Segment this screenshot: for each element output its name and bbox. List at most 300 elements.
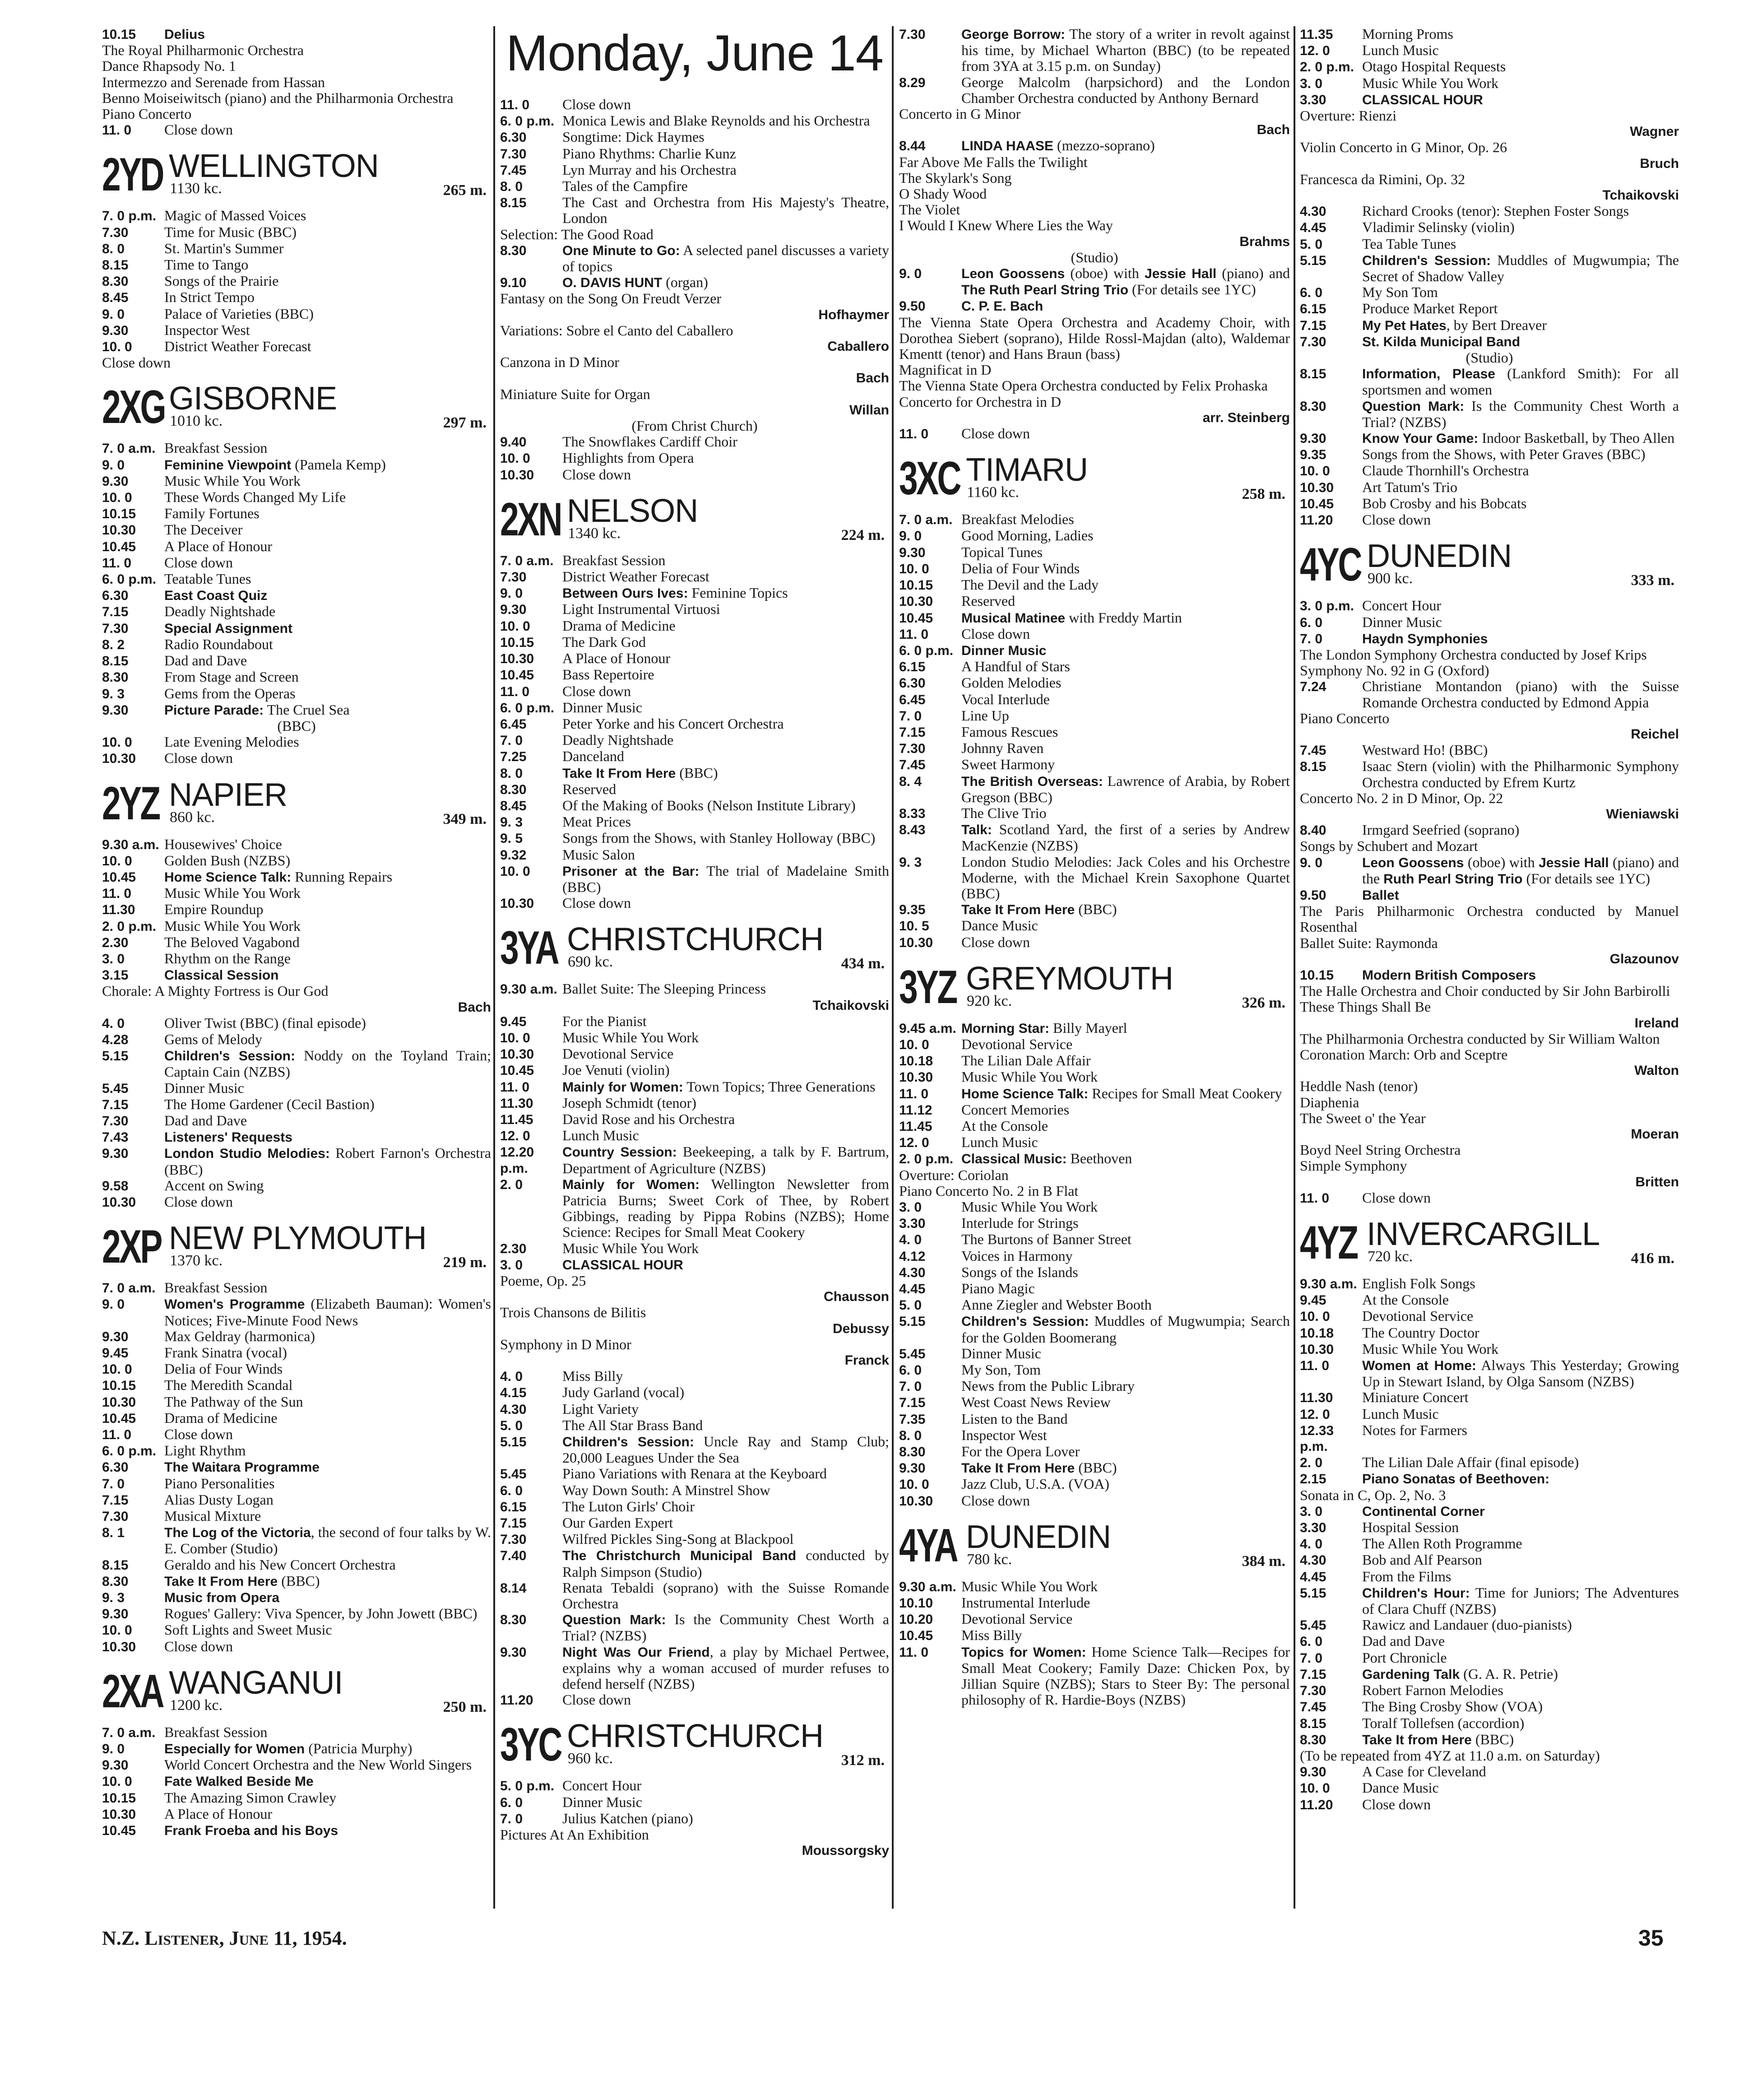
programme-highlight: Musical Matinee: [961, 610, 1066, 626]
entry-detail: Piano Concerto No. 2 in B Flat: [899, 1182, 1079, 1199]
entry-time: 10.30: [500, 1047, 534, 1062]
station-wavelength: 416 m.: [1631, 1250, 1674, 1267]
schedule-entry: [1300, 1406, 1679, 1422]
schedule-entry: [102, 571, 491, 587]
schedule-entry: [500, 748, 889, 765]
listings-column-1: [102, 26, 491, 1918]
entry-programme: Dinner Music: [961, 1345, 1041, 1361]
schedule-entry: [899, 1134, 1290, 1151]
station-city: GISBORNE: [169, 381, 337, 417]
schedule-entry: [500, 1417, 889, 1434]
entry-detail: Concerto in G Minor: [899, 106, 1021, 122]
entry-programme: Light Variety: [562, 1400, 639, 1417]
entry-programme: Voices in Harmony: [961, 1247, 1073, 1264]
station-frequency: 1160 kc.: [967, 484, 1019, 501]
station-wavelength: 258 m.: [1242, 486, 1285, 503]
entry-programme: Miss Billy: [562, 1368, 623, 1385]
entry-programme: The All Star Brass Band: [562, 1417, 703, 1433]
entry-programme: These Words Changed My Life: [164, 489, 346, 506]
programme-highlight: Know Your Game:: [1362, 431, 1479, 446]
entry-programme: Take It From Here (BBC): [961, 1459, 1117, 1476]
schedule-entry: [500, 798, 889, 814]
schedule-entry: [899, 1313, 1290, 1345]
schedule-entry: [102, 853, 491, 869]
entry-programme: Close down: [164, 1426, 233, 1443]
entry-time: 10.30: [102, 1394, 136, 1410]
schedule-entry: [1300, 75, 1679, 92]
entry-detail: Francesca da Rimini, Op. 32: [1300, 171, 1465, 187]
entry-programme: Joseph Schmidt (tenor): [562, 1094, 696, 1111]
schedule-entry: [102, 686, 491, 702]
entry-time: 10.15: [102, 506, 136, 522]
entry-time: 9.30: [102, 1329, 129, 1344]
station-wavelength: 434 m.: [841, 955, 885, 972]
schedule-entry: [102, 1377, 491, 1394]
entry-time: 7.15: [102, 1492, 129, 1508]
entry-time: 7. 0 a.m.: [102, 1725, 156, 1740]
schedule-entry: [102, 1178, 491, 1194]
schedule-entry: [500, 1499, 889, 1515]
programme-highlight: Modern British Composers: [1362, 967, 1536, 983]
column-rule: [892, 26, 894, 1909]
schedule-entry: [1300, 1666, 1679, 1682]
programme-highlight: Feminine Viewpoint: [164, 457, 292, 473]
schedule-entry: [899, 1264, 1290, 1281]
entry-time: 5.15: [102, 1049, 129, 1064]
schedule-entry: [899, 1248, 1290, 1264]
programme-highlight: Especially for Women: [164, 1742, 305, 1757]
schedule-entry: [899, 822, 1290, 854]
entry-detail: The London Symphony Orchestra conducted by Josef Krips: [1300, 646, 1647, 663]
entry-detail: Symphony No. 92 in G (Oxford): [1300, 662, 1489, 679]
composer-name: Tchaikovski: [812, 998, 889, 1013]
entry-programme: Close down: [562, 895, 631, 911]
entry-detail: Variations: Sobre el Canto del Caballero: [500, 322, 733, 339]
entry-time: 7. 0: [1300, 1650, 1323, 1666]
schedule-entry: [899, 757, 1290, 773]
programme-highlight: Piano Sonatas of Beethoven:: [1362, 1472, 1550, 1487]
entry-programme: Hospital Session: [1362, 1519, 1459, 1536]
entry-time: 8.33: [899, 806, 926, 821]
entry-detail: Trois Chansons de Bilitis: [500, 1304, 646, 1321]
entry-time: 10.30: [1300, 480, 1334, 495]
entry-programme: [164, 1589, 491, 1606]
entry-time: 10.15: [500, 635, 534, 650]
schedule-entry: [500, 97, 889, 113]
programme-highlight: Dinner Music: [961, 643, 1047, 658]
composer-name: Bach: [1257, 122, 1290, 138]
entry-time: 9. 3: [500, 815, 523, 830]
station-city: DUNEDIN: [966, 1519, 1111, 1555]
entry-time: 9.30: [102, 1607, 129, 1622]
schedule-entry: [102, 1741, 491, 1757]
schedule-entry: [899, 740, 1290, 757]
entry-programme: Light Instrumental Virtuosi: [562, 601, 720, 618]
programme-highlight: Special Assignment: [164, 621, 292, 636]
entry-time: 7. 0: [899, 1379, 922, 1394]
station-call-sign: 4YZ: [1300, 1217, 1357, 1269]
schedule-entry: [899, 1493, 1290, 1509]
programme-highlight: The Ruth Pearl String Trio: [961, 283, 1129, 298]
entry-programme: Teatable Tunes: [164, 571, 251, 587]
entry-time: 4. 0: [500, 1369, 523, 1385]
schedule-entry: [500, 1030, 889, 1046]
programme-highlight: Night Was Our Friend: [562, 1645, 710, 1660]
schedule-entry: [899, 659, 1290, 675]
entry-time: 8. 1: [102, 1525, 125, 1541]
schedule-entry: [500, 1644, 889, 1692]
entry-time: 8.15: [102, 1557, 129, 1573]
programme-highlight: Home Science Talk:: [961, 1086, 1089, 1101]
entry-time: 9.30 a.m.: [500, 982, 557, 997]
schedule-entry: [102, 901, 491, 918]
entry-time: 2. 0: [500, 1177, 523, 1192]
schedule-entry: [1300, 1633, 1679, 1649]
schedule-entry: [899, 1394, 1290, 1411]
entry-time: 6. 0: [1300, 615, 1323, 630]
entry-time: 10.30: [500, 467, 534, 483]
entry-programme: George Malcolm (harpsichord) and the London Chamber Orchestra conducted by Anthony Bernard: [961, 74, 1290, 106]
entry-time: 3.15: [102, 968, 129, 983]
schedule-entry: [102, 306, 491, 322]
entry-time: 3. 0: [899, 1200, 922, 1215]
programme-highlight: Question Mark:: [562, 1612, 666, 1628]
entry-time: 9. 0: [500, 586, 523, 601]
entry-time: 5.15: [899, 1314, 926, 1329]
entry-time: 9.30: [102, 1758, 129, 1773]
entry-time: 9.50: [899, 299, 926, 314]
schedule-entry: [102, 637, 491, 653]
entry-programme: Topical Tunes: [961, 544, 1043, 560]
entry-time: 2. 0 p.m.: [899, 1152, 954, 1167]
entry-time: 10. 0: [500, 451, 530, 466]
schedule-entry: [899, 544, 1290, 561]
station-city: GREYMOUTH: [966, 960, 1173, 997]
schedule-entry: [500, 1079, 889, 1095]
schedule-entry: [1300, 1454, 1679, 1471]
entry-time: 11. 0: [500, 684, 530, 699]
schedule-entry: [102, 1096, 491, 1113]
entry-programme: Rogues' Gallery: Viva Spencer, by John Jowett (BBC): [164, 1605, 478, 1622]
entry-programme: Palace of Varieties (BBC): [164, 305, 314, 322]
schedule-entry: [102, 1194, 491, 1210]
entry-time: 12. 0: [1300, 1407, 1330, 1422]
schedule-entry: [899, 1378, 1290, 1394]
schedule-entry: [1300, 252, 1679, 284]
entry-time: 2. 0: [1300, 1455, 1323, 1471]
entry-time: 4.30: [500, 1402, 527, 1417]
entry-time: 9.45: [102, 1346, 129, 1361]
programme-highlight: Women's Programme: [164, 1297, 305, 1312]
entry-programme: Westward Ho! (BBC): [1362, 742, 1488, 758]
entry-time: 7.45: [1300, 743, 1326, 758]
schedule-entry: [899, 854, 1290, 902]
entry-detail: Piano Concerto: [1300, 710, 1390, 726]
schedule-entry: [1300, 1325, 1679, 1341]
programme-highlight: Classical Music:: [961, 1152, 1067, 1167]
entry-time: 7. 0: [1300, 631, 1323, 646]
entry-programme: LINDA HAASE (mezzo-soprano): [961, 137, 1155, 154]
entry-time: 7.30: [102, 621, 129, 636]
schedule-entry: [1300, 463, 1679, 479]
schedule-entry: [899, 1611, 1290, 1627]
entry-time: 11.30: [102, 902, 135, 918]
entry-programme: Renata Tebaldi (soprano) with the Suisse Romande Orchestra: [562, 1579, 889, 1612]
composer-name: Bach: [458, 999, 491, 1015]
schedule-entry: [1300, 598, 1679, 614]
entry-time: 9.30: [1300, 1765, 1326, 1780]
schedule-entry: [899, 1411, 1290, 1427]
entry-programme: Breakfast Session: [164, 1279, 268, 1296]
entry-time: 10.15: [102, 1790, 136, 1806]
entry-programme: For the Opera Lover: [961, 1443, 1080, 1460]
schedule-entry: [500, 765, 889, 781]
schedule-entry: [899, 1362, 1290, 1378]
schedule-entry: [1300, 317, 1679, 334]
entry-programme: A Handful of Stars: [961, 658, 1070, 675]
schedule-entry: [102, 1015, 491, 1031]
entry-time: 8.44: [899, 139, 926, 154]
schedule-entry: [102, 1361, 491, 1377]
entry-programme: [1362, 631, 1679, 647]
programme-highlight: Children's Session:: [562, 1435, 694, 1450]
entry-programme: George Borrow: The story of a writer in revolt against his time, by Michael Wharton (BBC) (to be repeated from 3YA at 3.15 p.m. on Sunday): [961, 26, 1290, 74]
schedule-entry: [899, 1053, 1290, 1069]
schedule-entry: [102, 1459, 491, 1475]
entry-time: 6.45: [500, 716, 527, 732]
programme-highlight: C. P. E. Bach: [961, 299, 1043, 314]
programme-highlight: Children's Session:: [1362, 253, 1491, 268]
entry-programme: Women's Programme (Elizabeth Bauman): Women's Notices; Five-Minute Food News: [164, 1296, 491, 1329]
entry-detail: Miniature Suite for Organ: [500, 386, 650, 402]
schedule-entry: [102, 1476, 491, 1492]
station-header: [102, 1665, 491, 1721]
entry-programme: Dad and Dave: [164, 1112, 247, 1129]
entry-time: 6.30: [899, 676, 926, 691]
entry-time: 7.15: [1300, 318, 1326, 333]
schedule-entry: [500, 716, 889, 732]
schedule-entry: [899, 610, 1290, 626]
station-wavelength: 297 m.: [443, 414, 487, 432]
entry-programme: Drama of Medicine: [562, 617, 676, 634]
entry-programme: At the Console: [961, 1117, 1048, 1134]
schedule-entry: [500, 195, 889, 226]
entry-detail: O Shady Wood: [899, 186, 987, 202]
station-frequency: 860 kc.: [170, 808, 215, 826]
station-wavelength: 250 m.: [443, 1698, 487, 1715]
entry-programme: Piano Personalities: [164, 1475, 275, 1491]
schedule-entry: [899, 298, 1290, 314]
entry-programme: Songs of the Prairie: [164, 273, 279, 289]
entry-time: 5.45: [1300, 1618, 1326, 1633]
entry-programme: Devotional Service: [562, 1045, 674, 1062]
entry-time: 10.15: [899, 578, 933, 593]
entry-time: 7. 0: [899, 708, 922, 724]
schedule-entry: [1300, 1585, 1679, 1617]
schedule-entry: [500, 618, 889, 634]
station-frequency: 960 kc.: [568, 1750, 613, 1767]
entry-time: 11. 0: [102, 555, 132, 571]
programme-highlight: O. DAVIS HUNT: [562, 275, 663, 291]
station-call-sign: 2YZ: [102, 777, 159, 830]
station-call-sign: 2XN: [500, 493, 561, 546]
station-header: [1300, 538, 1679, 594]
entry-programme: The Beloved Vagabond: [164, 934, 300, 950]
entry-time: 8.45: [102, 290, 129, 306]
programme-highlight: CLASSICAL HOUR: [562, 1257, 683, 1273]
schedule-entry: [500, 634, 889, 650]
schedule-entry: [500, 113, 889, 129]
schedule-entry: [500, 667, 889, 683]
schedule-entry: [102, 322, 491, 339]
schedule-entry: [102, 702, 491, 718]
entry-programme: Question Mark: Is the Community Chest Worth a Trial? (NZBS): [1362, 397, 1679, 430]
entry-time: 6. 0 p.m.: [500, 700, 555, 715]
schedule-entry: [899, 708, 1290, 724]
entry-programme: The Home Gardener (Cecil Bastion): [164, 1096, 375, 1112]
entry-programme: Late Evening Melodies: [164, 734, 299, 750]
schedule-entry: [1300, 1422, 1679, 1454]
entry-programme: [164, 26, 491, 42]
schedule-entry: [102, 1280, 491, 1296]
station-city: NELSON: [567, 492, 698, 529]
entry-time: 11. 0: [500, 98, 530, 112]
entry-programme: Dinner Music: [1362, 613, 1442, 630]
schedule-entry: [1300, 1552, 1679, 1568]
entry-time: 9.30 a.m.: [1300, 1277, 1357, 1292]
schedule-entry: [500, 1811, 889, 1827]
entry-time: 10.30: [102, 1807, 136, 1822]
schedule-entry: [1300, 430, 1679, 446]
entry-time: 4.30: [1300, 204, 1326, 219]
schedule-entry: [899, 1476, 1290, 1492]
entry-programme: News from the Public Library: [961, 1378, 1135, 1394]
entry-time: 6.45: [899, 692, 926, 707]
entry-programme: London Studio Melodies: Jack Coles and his Orchestre Moderne, with the Michael Krein Saxophone Quartet (BBC): [961, 853, 1290, 901]
entry-time: 8.30: [1300, 399, 1326, 414]
entry-programme: Especially for Women (Patricia Murphy): [164, 1740, 413, 1757]
schedule-entry: [102, 1113, 491, 1129]
entry-time: 6.30: [102, 1460, 129, 1475]
schedule-entry: [1300, 967, 1679, 983]
programme-highlight: Mainly for Women:: [562, 1177, 700, 1192]
schedule-entry: [1300, 1715, 1679, 1732]
entry-time: 8. 0: [500, 766, 523, 781]
entry-time: 10.30: [899, 1070, 933, 1085]
schedule-entry: [1300, 236, 1679, 252]
entry-programme: Talk: Scotland Yard, the first of a series by Andrew MacKenzie (NZBS): [961, 821, 1290, 854]
schedule-entry: [500, 1368, 889, 1385]
entry-time: 6.15: [899, 660, 926, 675]
entry-time: 12.20 p.m.: [500, 1145, 534, 1176]
schedule-entry: [500, 1144, 889, 1176]
entry-programme: The Dark God: [562, 633, 646, 650]
entry-time: 7. 0 a.m.: [500, 553, 554, 568]
entry-detail: The Halle Orchestra and Choir conducted by Sir John Barbirolli: [1300, 983, 1670, 999]
schedule-entry: [500, 553, 889, 569]
entry-programme: Piano Variations with Renara at the Keyboard: [562, 1465, 827, 1482]
entry-programme: [164, 620, 491, 637]
entry-time: 8.30: [899, 1445, 926, 1460]
entry-programme: Question Mark: Is the Community Chest Worth a Trial? (NZBS): [562, 1611, 889, 1644]
entry-programme: Johnny Raven: [961, 740, 1044, 757]
entry-time: 11. 0: [899, 427, 929, 442]
entry-time: 10. 0: [102, 1623, 132, 1638]
station-city: WELLINGTON: [169, 148, 379, 185]
entry-time: 10.30: [899, 594, 933, 609]
entry-programme: English Folk Songs: [1362, 1275, 1475, 1292]
entry-detail: Songs by Schubert and Mozart: [1300, 838, 1478, 855]
entry-time: 8.30: [102, 670, 129, 685]
schedule-entry: [102, 1639, 491, 1655]
entry-programme: Songs from the Shows, with Stanley Holloway (BBC): [562, 830, 876, 846]
schedule-entry: [1300, 1764, 1679, 1780]
composer-name: arr. Steinberg: [1202, 410, 1290, 425]
entry-programme: Piano Rhythms: Charlie Kunz: [562, 145, 736, 162]
schedule-entry: [899, 74, 1290, 106]
entry-detail: The Skylark's Song: [899, 169, 1012, 186]
entry-programme: Empire Roundup: [164, 901, 264, 918]
schedule-entry: [102, 1426, 491, 1443]
entry-time: 11.20: [500, 1693, 533, 1708]
entry-programme: Wilfred Pickles Sing-Song at Blackpool: [562, 1531, 794, 1547]
entry-time: 8.15: [1300, 1716, 1326, 1731]
entry-programme: Close down: [961, 425, 1030, 442]
station-wavelength: 384 m.: [1242, 1552, 1285, 1570]
entry-programme: Time for Music (BBC): [164, 223, 297, 240]
composer-name: Brahms: [1239, 234, 1290, 249]
station-wavelength: 219 m.: [443, 1254, 487, 1271]
entry-programme: At the Console: [1362, 1292, 1449, 1308]
entry-detail: Intermezzo and Serenade from Hassan: [102, 74, 325, 90]
schedule-entry: [899, 1444, 1290, 1460]
entry-programme: Devotional Service: [961, 1611, 1073, 1627]
schedule-entry: [102, 26, 491, 42]
column-rule: [1294, 26, 1295, 1909]
entry-programme: Art Tatum's Trio: [1362, 479, 1457, 495]
entry-time: 7.40: [500, 1548, 527, 1564]
schedule-entry: [102, 522, 491, 538]
schedule-entry: [102, 1589, 491, 1606]
entry-time: 7. 0 a.m.: [102, 441, 156, 456]
entry-time: 10.45: [500, 1063, 534, 1078]
entry-time: 10.15: [102, 27, 136, 42]
entry-time: 7. 0: [102, 1476, 125, 1491]
schedule-entry: [102, 1822, 491, 1839]
entry-time: 9. 3: [102, 1590, 125, 1606]
entry-detail: The Vienna State Opera Orchestra conducted by Felix Prohaska: [899, 377, 1268, 394]
schedule-entry: [500, 1013, 889, 1030]
entry-programme: Music While You Work: [961, 1199, 1098, 1215]
entry-time: 9.30: [1300, 431, 1326, 446]
entry-time: 4.45: [899, 1282, 926, 1297]
entry-programme: Gems of Melody: [164, 1031, 262, 1047]
composer-name: Britten: [1635, 1174, 1679, 1189]
entry-programme: Dad and Dave: [1362, 1633, 1445, 1649]
station-header: [500, 493, 889, 549]
programme-highlight: Topics for Women:: [961, 1645, 1086, 1660]
entry-time: 7.15: [500, 1516, 527, 1531]
entry-time: 9.35: [899, 902, 926, 918]
schedule-entry: [500, 981, 889, 997]
entry-time: 9.30: [899, 1461, 926, 1476]
entry-programme: Prisoner at the Bar: The trial of Madelaine Smith (BBC): [562, 862, 889, 895]
entry-programme: From Stage and Screen: [164, 669, 299, 685]
entry-detail: Symphony in D Minor: [500, 1336, 631, 1352]
entry-time: 11.20: [1300, 1797, 1333, 1812]
station-frequency: 900 kc.: [1368, 570, 1413, 587]
entry-time: 10. 0: [102, 735, 132, 750]
